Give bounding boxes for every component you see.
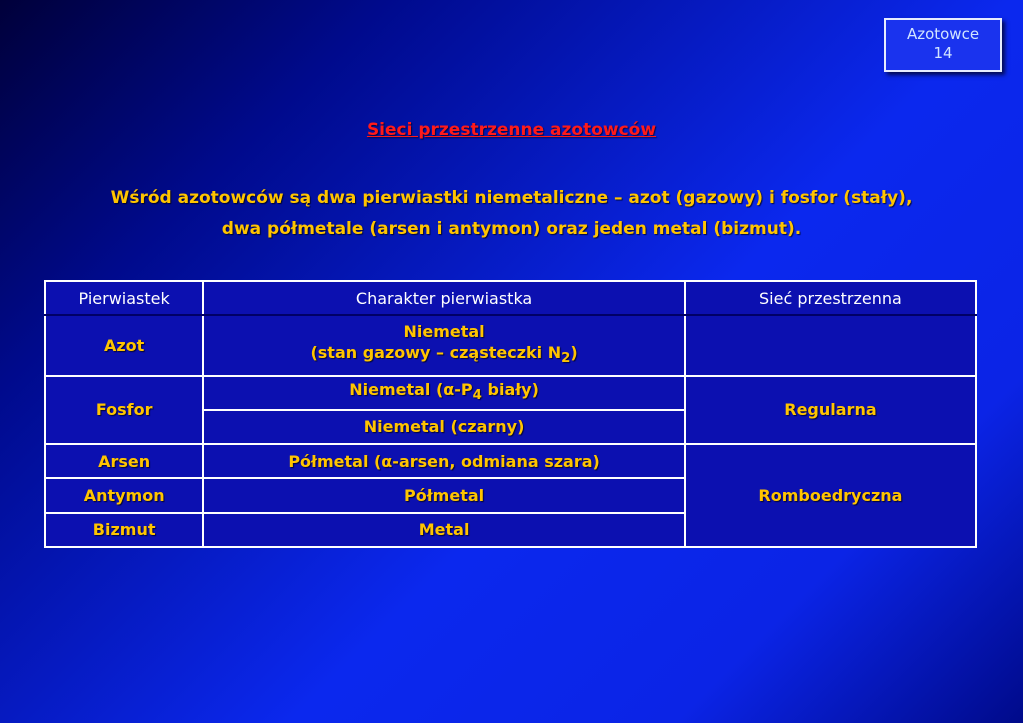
- cell-character-antymon: Półmetal: [203, 478, 685, 512]
- table-row-azot: [45, 315, 976, 376]
- intro-text: [0, 183, 1023, 245]
- slide-badge: [884, 18, 1002, 72]
- table-row-arsen: [45, 444, 976, 478]
- cell-element-bizmut: Bizmut: [45, 513, 203, 547]
- cell-element-arsen: Arsen: [45, 444, 203, 478]
- intro-line-2: dwa półmetale (arsen i antymon) oraz jeden metal (bizmut).: [221, 219, 802, 239]
- header-character: Charakter pierwiastka: [203, 281, 685, 315]
- intro-line-1: Wśród azotowców są dwa pierwiastki niemetaliczne – azot (gazowy) i fosfor (stały),: [110, 188, 913, 208]
- header-element: Pierwiastek: [45, 281, 203, 315]
- slide-title: Sieci przestrzenne azotowców: [366, 120, 657, 140]
- table-row-fosfor-white: [45, 376, 976, 410]
- cell-element-antymon: Antymon: [45, 478, 203, 512]
- cell-lattice-fosfor: Regularna: [685, 376, 976, 445]
- cell-element-fosfor: Fosfor: [45, 376, 203, 445]
- cell-character-arsen: Półmetal (α-arsen, odmiana szara): [203, 444, 685, 478]
- badge-slide-number: 14: [933, 44, 953, 62]
- character-azot-subscript: 2: [561, 351, 571, 367]
- elements-table: [44, 280, 977, 548]
- character-azot-line1: Niemetal: [403, 322, 485, 342]
- header-lattice: Sieć przestrzenna: [685, 281, 976, 315]
- cell-element-azot: Azot: [45, 315, 203, 376]
- cell-lattice-rhombohedral: Romboedryczna: [685, 444, 976, 547]
- character-fosfor-subscript: 4: [472, 388, 482, 404]
- cell-character-fosfor-black: Niemetal (czarny): [203, 410, 685, 444]
- cell-lattice-azot: [685, 315, 976, 376]
- badge-topic: Azotowce: [906, 25, 980, 43]
- table-header-row: [45, 281, 976, 315]
- character-azot-line2-end: ): [570, 343, 578, 363]
- character-azot-line2-text: (stan gazowy – cząsteczki N: [310, 343, 562, 363]
- character-fosfor-white-end: biały): [481, 380, 539, 400]
- character-fosfor-white-text: Niemetal (α-P: [349, 380, 473, 400]
- character-azot-line2: [208, 342, 680, 369]
- cell-character-azot: [203, 315, 685, 376]
- cell-character-bizmut: Metal: [203, 513, 685, 547]
- cell-character-fosfor-white: [203, 376, 685, 410]
